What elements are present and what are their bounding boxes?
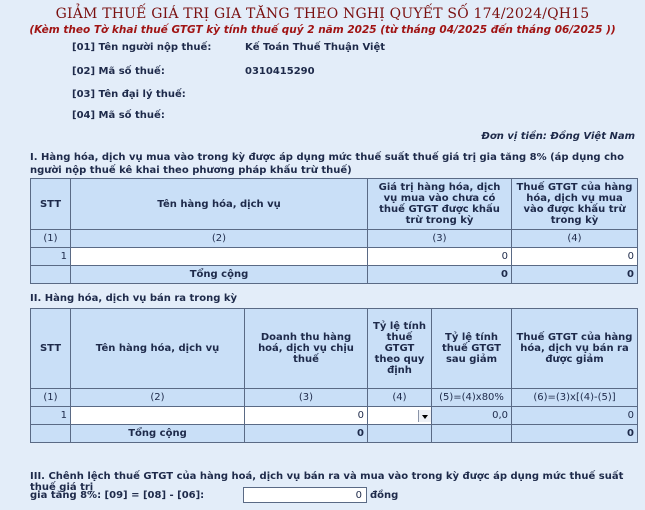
tax-code-value: 0310415290: [245, 66, 315, 77]
purchase-tax-input[interactable]: 0: [512, 248, 638, 266]
col-number: (5)=(4)x80%: [432, 389, 512, 407]
col-goods-name: Tên hàng hóa, dịch vụ: [71, 309, 245, 389]
col-stt: STT: [31, 179, 71, 230]
col-stt: STT: [31, 309, 71, 389]
goods-name-input[interactable]: [71, 248, 368, 266]
purchases-table: [30, 178, 638, 284]
reduced-tax-value: 0: [512, 407, 638, 425]
rate-after-value: 0,0: [432, 407, 512, 425]
agent-tax-code-label: [04] Mã số thuế:: [72, 110, 165, 121]
col-purchase-value: Giá trị hàng hóa, dịch vụ mua vào chưa có thuế GTGT được khấu trừ trong kỳ: [368, 179, 512, 230]
total-row: [31, 425, 638, 443]
table-row: [31, 407, 638, 425]
rate-select[interactable]: [368, 407, 432, 425]
total-row: [31, 266, 638, 284]
form-subtitle: (Kèm theo Tờ khai thuế GTGT kỳ tính thuế quý 2 năm 2025 (từ tháng 04/2025 đến tháng 06/2025 )): [29, 24, 616, 36]
form-title: GIẢM THUẾ GIÁ TRỊ GIA TĂNG THEO NGHỊ QUYẾT SỐ 174/2024/QH15: [55, 6, 590, 22]
total-revenue: 0: [245, 425, 368, 443]
tax-agent-label: [03] Tên đại lý thuế:: [72, 89, 186, 100]
total-purchase-value: 0: [368, 266, 512, 284]
taxpayer-name-value: Kế Toán Thuế Thuận Việt: [245, 42, 386, 53]
col-rate: Tỷ lệ tính thuế GTGT theo quy định: [368, 309, 432, 389]
section3-title: III. Chênh lệch thuế GTGT của hàng hoá, dịch vụ bán ra và mua vào trong kỳ được áp dụng mức thuế suất thuế giá trị: [30, 471, 624, 493]
col-number: (4): [512, 230, 638, 248]
difference-value: 0: [243, 487, 367, 503]
col-number: (1): [31, 230, 71, 248]
col-number: (2): [71, 230, 368, 248]
row-stt: 1: [31, 407, 71, 425]
revenue-input[interactable]: 0: [245, 407, 368, 425]
difference-unit: đồng: [370, 490, 399, 501]
section3-formula: gia tăng 8%: [09] = [08] - [06]:: [30, 490, 205, 501]
col-number: (4): [368, 389, 432, 407]
row-stt: 1: [31, 248, 71, 266]
col-revenue: Doanh thu hàng hoá, dịch vụ chịu thuế: [245, 309, 368, 389]
total-label: Tổng cộng: [71, 266, 368, 284]
tax-code-label: [02] Mã số thuế:: [72, 66, 165, 77]
goods-name-input[interactable]: [71, 407, 245, 425]
col-reduced-tax: Thuế GTGT của hàng hóa, dịch vụ bán ra được giảm: [512, 309, 638, 389]
taxpayer-name-label: [01] Tên người nộp thuế:: [72, 42, 212, 53]
purchase-value-input[interactable]: 0: [368, 248, 512, 266]
sales-table: [30, 308, 638, 443]
chevron-down-icon[interactable]: [418, 410, 431, 422]
total-purchase-tax: 0: [512, 266, 638, 284]
section2-title: II. Hàng hóa, dịch vụ bán ra trong kỳ: [30, 293, 238, 304]
table-row: [31, 248, 638, 266]
col-goods-name: Tên hàng hóa, dịch vụ: [71, 179, 368, 230]
col-number: (3): [368, 230, 512, 248]
col-number: (6)=(3)x[(4)-(5)]: [512, 389, 638, 407]
col-number: (2): [71, 389, 245, 407]
col-rate-after: Tỷ lệ tính thuế GTGT sau giảm: [432, 309, 512, 389]
col-number: (3): [245, 389, 368, 407]
section1-title: I. Hàng hóa, dịch vụ mua vào trong kỳ được áp dụng mức thuế suất thuế giá trị gia tăng 8% (áp dụng cho người nộp thuế kê khai theo phương pháp khấu trừ thuế): [30, 152, 624, 176]
total-label: Tổng cộng: [71, 425, 245, 443]
col-number: (1): [31, 389, 71, 407]
currency-unit: Đơn vị tiền: Đồng Việt Nam: [481, 131, 635, 142]
total-reduced-tax: 0: [512, 425, 638, 443]
col-purchase-tax: Thuế GTGT của hàng hóa, dịch vụ mua vào được khấu trừ trong kỳ: [512, 179, 638, 230]
